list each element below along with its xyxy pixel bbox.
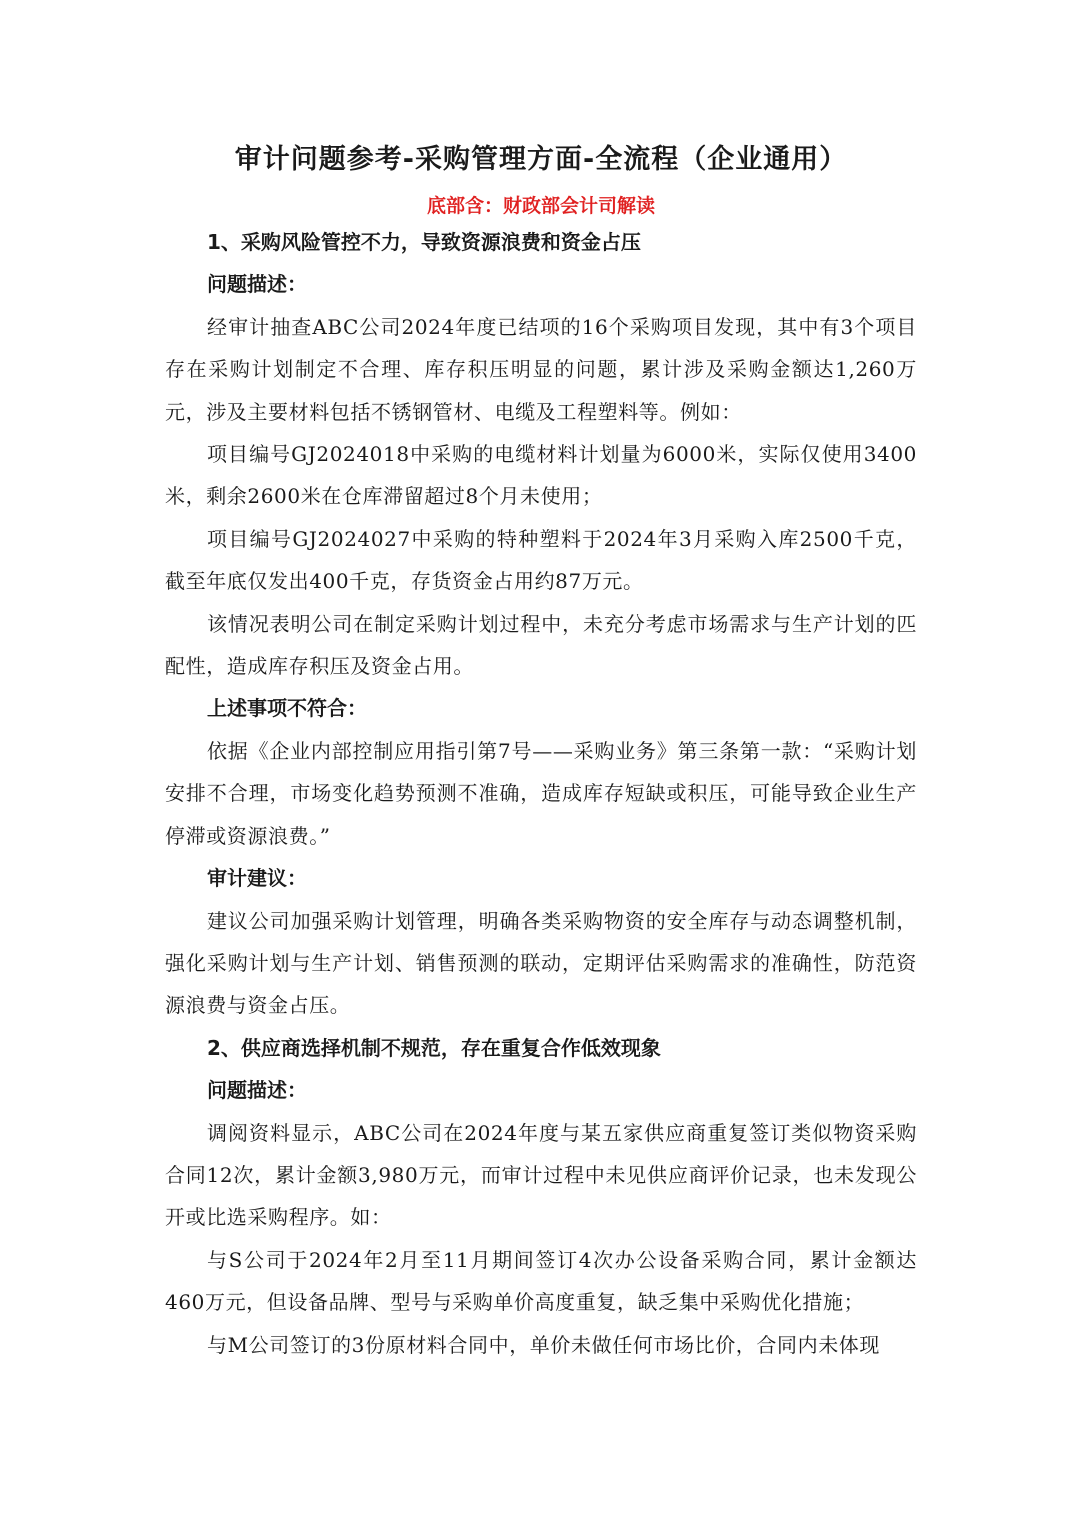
section-1-heading: 1、采购风险管控不力，导致资源浪费和资金占压 [207, 230, 641, 254]
source-note: 底部含：财政部会计司解读 [426, 195, 655, 217]
section-1-problem-paragraph-2: 项目编号GJ2024018中采购的电缆材料计划量为6000米，实际仅使用3400米，剩余2600米在仓库滞留超过8个月未使用； [165, 442, 917, 509]
section-1-noncompliance-paragraph: 依据《企业内部控制应用指引第7号——采购业务》第三条第一款：“采购计划安排不合理，市场变化趋势预测不准确，造成库存短缺或积压，可能导致企业生产停滞或资源浪费。” [165, 738, 917, 848]
section-1-suggestion-label: 审计建议： [207, 866, 307, 891]
section-2-problem-paragraph-2: 与S公司于2024年2月至11月期间签订4次办公设备采购合同，累计金额达460万元，但设备品牌、型号与采购单价高度重复，缺乏集中采购优化措施； [165, 1247, 917, 1315]
section-2-heading: 2、供应商选择机制不规范，存在重复合作低效现象 [207, 1035, 661, 1060]
section-2-problem-paragraph-1: 调阅资料显示，ABC公司在2024年度与某五家供应商重复签订类似物资采购合同12次，累计金额3,980万元，而审计过程中未见供应商评价记录，也未发现公开或比选采购程序。如： [165, 1120, 917, 1230]
section-1-noncompliance-label: 上述事项不符合： [207, 696, 367, 721]
document-title: 审计问题参考-采购管理方面-全流程（企业通用） [234, 144, 848, 175]
section-1-suggestion-paragraph: 建议公司加强采购计划管理，明确各类采购物资的安全库存与动态调整机制，强化采购计划与生产计划、销售预测的联动，定期评估采购需求的准确性，防范资源浪费与资金占压。 [165, 908, 917, 1018]
document-page [165, 138, 917, 1366]
section-2-problem-label: 问题描述： [207, 1078, 307, 1103]
section-1-problem-label: 问题描述： [207, 272, 307, 297]
section-1-problem-paragraph-1: 经审计抽查ABC公司2024年度已结项的16个采购项目发现，其中有3个项目存在采购计划制定不合理、库存积压明显的问题，累计涉及采购金额达1,260万元，涉及主要材料包括不锈钢管材、电缆及工程塑料等。例如： [165, 314, 917, 424]
section-1-problem-paragraph-4: 该情况表明公司在制定采购计划过程中，未充分考虑市场需求与生产计划的匹配性，造成库存积压及资金占用。 [165, 611, 917, 679]
section-1-problem-paragraph-3: 项目编号GJ2024027中采购的特种塑料于2024年3月采购入库2500千克，截至年底仅发出400千克，存货资金占用约87万元。 [165, 526, 917, 594]
section-2-problem-paragraph-3: 与M公司签订的3份原材料合同中，单价未做任何市场比价，合同内未体现 [207, 1332, 881, 1357]
